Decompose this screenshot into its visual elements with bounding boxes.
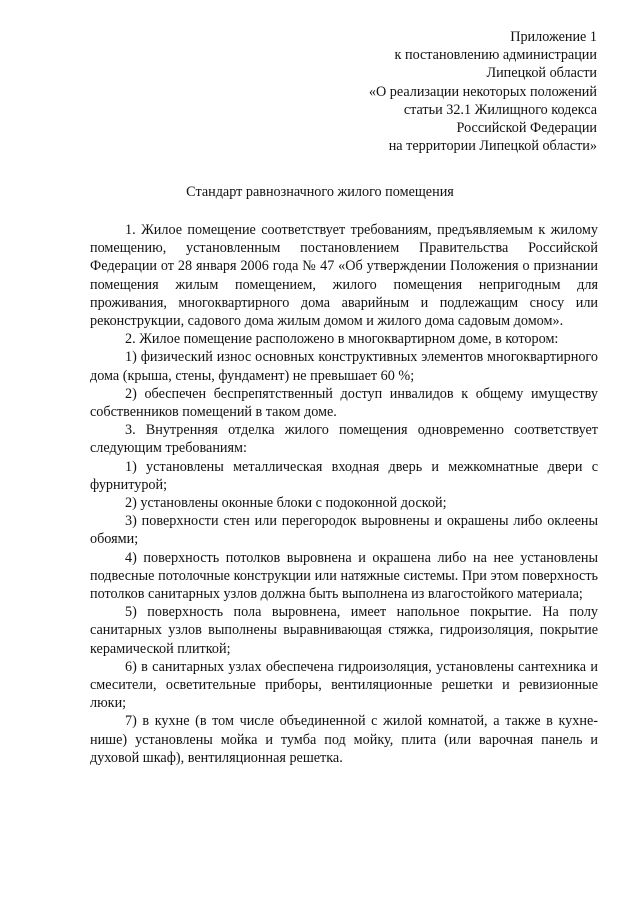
paragraph: 4) поверхность потолков выровнена и окрашена либо на нее установлены подвесные потолочные конструкции или натяжные системы. При этом поверхность потолков санитарных узлов должна быть выполнена из влагостойкого материала; — [90, 549, 598, 603]
annex-line: Липецкой области — [486, 65, 597, 82]
annex-line: на территории Липецкой области» — [388, 138, 597, 155]
paragraph: 6) в санитарных узлах обеспечена гидроизоляция, установлены сантехника и смесители, осветительные приборы, вентиляционные решетки и ревизионные люки; — [90, 658, 598, 712]
document-body — [90, 221, 598, 767]
document-title: Стандарт равнозначного жилого помещения — [186, 184, 454, 200]
paragraph: 3) поверхности стен или перегородок выровнены и окрашены либо оклеены обоями; — [90, 513, 598, 548]
annex-line: к постановлению администрации — [394, 47, 597, 64]
annex-line: «О реализации некоторых положений — [368, 83, 597, 100]
paragraph: 1) установлены металлическая входная дверь и межкомнатные двери с фурнитурой; — [90, 458, 598, 493]
annex-line: Приложение 1 — [510, 29, 597, 45]
annex-header — [297, 28, 597, 155]
paragraph: 1) физический износ основных конструктивных элементов многоквартирного дома (крыша, стены, фундамент) не превышает 60 %; — [90, 349, 598, 384]
paragraph: 2. Жилое помещение расположено в многоквартирном доме, в котором: — [125, 331, 559, 348]
paragraph: 3. Внутренняя отделка жилого помещения одновременно соответствует следующим требованиям: — [90, 422, 598, 457]
paragraph: 2) обеспечен беспрепятственный доступ инвалидов к общему имуществу собственников помещений в таком доме. — [90, 385, 598, 421]
annex-line: Российской Федерации — [456, 120, 597, 137]
paragraph: 5) поверхность пола выровнена, имеет напольное покрытие. На полу санитарных узлов выполнены выравнивающая стяжка, гидроизоляция, покрытие керамической плиткой; — [90, 604, 598, 657]
paragraph: 2) установлены оконные блоки с подоконной доской; — [125, 495, 447, 512]
paragraph: 1. Жилое помещение соответствует требованиям, предъявляемым к жилому помещению, установленным постановлением Правительства Российской Федерации от 28 января 2006 года № 47 «Об утверждении Положения о признании помещения жилым помещением, жилого помещения непригодным для проживания, многоквартирного дома аварийным и подлежащим сносу или реконструкции, садового дома жилым домом и жилого дома садовым домом». — [90, 222, 598, 330]
paragraph: 7) в кухне (в том числе объединенной с жилой комнатой, а также в кухне-нише) установлены мойка и тумба под мойку, плита (или варочная панель и духовой шкаф), вентиляционная решетка. — [90, 713, 598, 766]
annex-line: статьи 32.1 Жилищного кодекса — [403, 101, 597, 118]
